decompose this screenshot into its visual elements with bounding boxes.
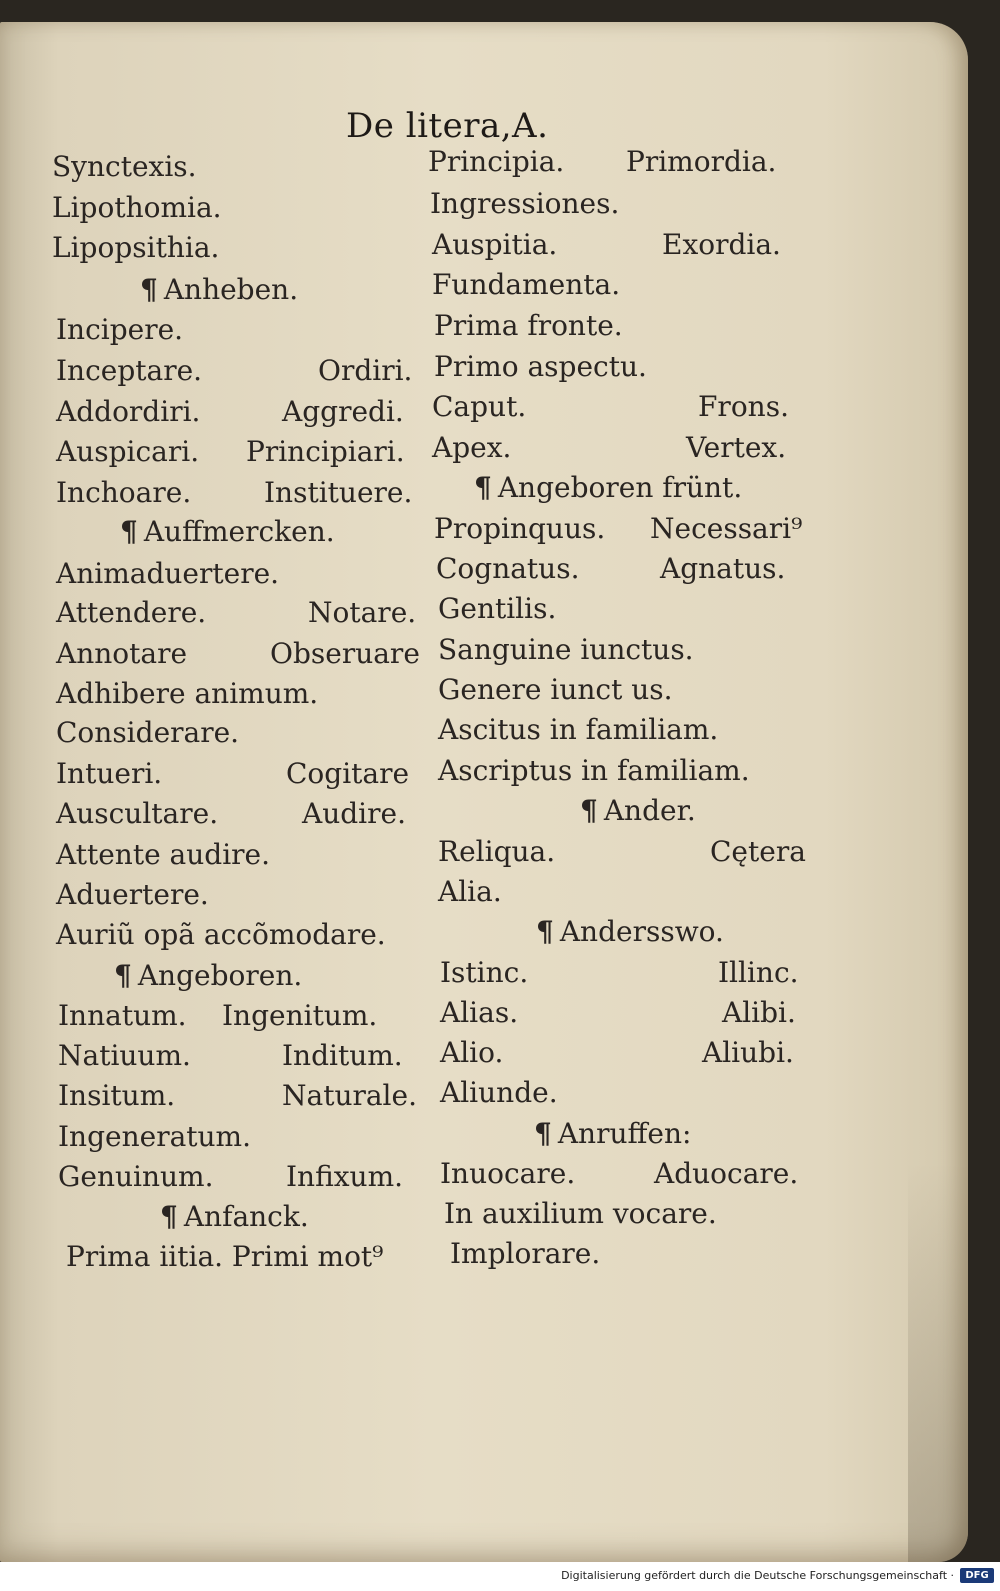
entry-text: Auspitia.: [432, 228, 558, 261]
glossary-entry: [246, 435, 405, 469]
glossary-entry: [654, 1157, 798, 1191]
entry-text: Istinc.: [440, 956, 529, 989]
glossary-entry: [440, 1076, 558, 1110]
glossary-entry: [56, 476, 191, 510]
entry-text: Infixum.: [286, 1160, 404, 1193]
entry-text: Reliqua.: [438, 835, 556, 868]
glossary-entry: [434, 309, 623, 343]
entry-text: Cognatus.: [436, 552, 580, 585]
pilcrow-icon: ¶: [536, 915, 554, 948]
entry-text: Exordia.: [662, 228, 781, 261]
glossary-entry: [722, 996, 796, 1030]
entry-text: Ordiri.: [318, 354, 413, 387]
glossary-entry: [432, 390, 526, 424]
entry-text: Anfanck.: [183, 1200, 309, 1233]
glossary-entry: [650, 512, 802, 546]
entry-text: Ingeneratum.: [58, 1120, 252, 1153]
glossary-entry: [222, 999, 377, 1033]
entry-text: Ascitus in familiam.: [438, 713, 719, 746]
glossary-entry: [438, 592, 556, 626]
glossary-entry: [56, 354, 202, 388]
dfg-logo: DFG: [960, 1568, 994, 1583]
entry-text: Inceptare.: [56, 354, 203, 387]
glossary-entry: [56, 757, 162, 791]
entry-text: Attente audire.: [56, 838, 271, 871]
entry-text: Auspicari.: [56, 435, 200, 468]
entry-text: Adhibere animum.: [56, 677, 319, 710]
glossary-entry: [56, 716, 239, 750]
glossary-entry: [440, 956, 528, 990]
footer-credit: Digitalisierung gefördert durch die Deutsche Forschungsgemeinschaft ·: [561, 1569, 954, 1582]
glossary-entry: [58, 1160, 213, 1194]
glossary-entry: [440, 1036, 503, 1070]
entry-text: Intueri.: [56, 757, 163, 790]
entry-text: Aliubi.: [702, 1036, 794, 1069]
glossary-entry: [52, 231, 219, 265]
entry-text: Alibi.: [722, 996, 796, 1029]
glossary-entry: [450, 1237, 600, 1271]
pilcrow-icon: ¶: [120, 515, 138, 548]
pilcrow-icon: ¶: [114, 959, 132, 992]
entry-text: Inuocare.: [440, 1157, 576, 1190]
entry-text: Ander.: [603, 794, 696, 827]
entry-text: Annotare: [56, 637, 188, 670]
glossary-entry: [702, 1036, 794, 1070]
glossary-entry: [56, 596, 206, 630]
glossary-entry: [432, 268, 620, 302]
entry-text: Anruffen:: [557, 1117, 692, 1150]
entry-text: Angeboren.: [137, 959, 303, 992]
entry-text: Inchoare.: [56, 476, 192, 509]
entry-text: Vertex.: [686, 431, 787, 464]
entry-text: Ingenitum.: [222, 999, 378, 1032]
glossary-entry: [58, 1039, 191, 1073]
glossary-entry: [434, 512, 605, 546]
glossary-entry: [56, 797, 218, 831]
glossary-entry: [270, 637, 420, 671]
entry-text: Inditum.: [282, 1039, 403, 1072]
entry-text: Anheben.: [163, 273, 299, 306]
entry-text: Primordia.: [626, 145, 777, 178]
glossary-entry: [58, 1079, 175, 1113]
glossary-entry: [432, 228, 557, 262]
entry-text: Frons.: [698, 390, 789, 423]
entry-text: Insitum.: [58, 1079, 176, 1112]
glossary-entry: [52, 191, 222, 225]
pilcrow-icon: ¶: [140, 273, 158, 306]
glossary-entry: [432, 431, 511, 465]
entry-text: Primo aspectu.: [434, 350, 647, 383]
entry-text: Prima iitia. Primi mot⁹: [66, 1240, 384, 1273]
entry-text: Obseruare: [270, 637, 420, 670]
entry-text: Auscultare.: [56, 797, 219, 830]
glossary-entry: [440, 996, 518, 1030]
entry-text: Implorare.: [450, 1237, 601, 1270]
glossary-entry: [56, 557, 279, 591]
glossary-entry: [698, 390, 789, 424]
entry-text: Angeboren frünt.: [497, 471, 743, 504]
section-heading: [140, 273, 298, 307]
entry-text: Fundamenta.: [432, 268, 621, 301]
entry-text: Synctexis.: [52, 150, 197, 183]
entry-text: Lipopsithia.: [52, 231, 220, 264]
book-page: [0, 22, 968, 1562]
glossary-entry: [662, 228, 781, 262]
glossary-entry: [686, 431, 786, 465]
entry-text: Incipere.: [56, 313, 184, 346]
entry-text: Cętera: [710, 835, 806, 868]
glossary-entry: [438, 633, 694, 667]
glossary-entry: [710, 835, 806, 869]
page-heading: De litera,A.: [346, 106, 549, 146]
glossary-entry: [444, 1197, 717, 1231]
entry-text: Aliunde.: [440, 1076, 558, 1109]
entry-text: Animaduertere.: [56, 557, 280, 590]
glossary-entry: [660, 552, 785, 586]
entry-text: Attendere.: [56, 596, 207, 629]
glossary-entry: [718, 956, 799, 990]
glossary-entry: [66, 1240, 383, 1274]
entry-text: Genere iunct us.: [438, 673, 673, 706]
glossary-entry: [56, 637, 187, 671]
section-heading: [536, 915, 724, 949]
section-heading: [474, 471, 742, 505]
pilcrow-icon: ¶: [580, 794, 598, 827]
entry-text: Alia.: [438, 875, 502, 908]
glossary-entry: [282, 1039, 403, 1073]
entry-text: Addordiri.: [56, 395, 201, 428]
entry-text: Illinc.: [718, 956, 799, 989]
entry-text: Ascriptus in familiam.: [438, 754, 750, 787]
glossary-entry: [52, 150, 197, 184]
glossary-entry: [440, 1157, 575, 1191]
entry-text: Notare.: [308, 596, 417, 629]
glossary-entry: [302, 797, 406, 831]
section-heading: [120, 515, 335, 549]
entry-text: Agnatus.: [660, 552, 786, 585]
glossary-entry: [56, 395, 200, 429]
glossary-entry: [438, 673, 673, 707]
entry-text: Auriũ opã accõmodare.: [56, 918, 386, 951]
glossary-entry: [438, 754, 750, 788]
glossary-entry: [58, 1120, 251, 1154]
glossary-entry: [318, 354, 412, 388]
pilcrow-icon: ¶: [160, 1200, 178, 1233]
entry-text: Alio.: [440, 1036, 504, 1069]
glossary-entry: [282, 1079, 417, 1113]
glossary-entry: [58, 999, 187, 1033]
entry-text: Genuinum.: [58, 1160, 214, 1193]
entry-text: Principiari.: [246, 435, 405, 468]
pilcrow-icon: ¶: [474, 471, 492, 504]
glossary-entry: [264, 476, 412, 510]
entry-text: Lipothomia.: [52, 191, 222, 224]
glossary-entry: [286, 757, 409, 791]
entry-text: Necessari⁹: [650, 512, 803, 545]
glossary-entry: [56, 435, 199, 469]
entry-text: Prima fronte.: [434, 309, 623, 342]
entry-text: Gentilis.: [438, 592, 557, 625]
entry-text: Alias.: [440, 996, 519, 1029]
entry-text: Auffmercken.: [143, 515, 335, 548]
section-heading: [580, 794, 696, 828]
entry-text: Apex.: [432, 431, 512, 464]
entry-text: Andersswo.: [559, 915, 724, 948]
glossary-entry: [438, 835, 555, 869]
glossary-entry: [626, 145, 776, 179]
entry-text: Ingressiones.: [430, 187, 620, 220]
glossary-entry: [56, 677, 318, 711]
entry-text: Naturale.: [282, 1079, 417, 1112]
glossary-entry: [438, 875, 502, 909]
entry-text: Caput.: [432, 390, 527, 423]
entry-text: Audire.: [302, 797, 406, 830]
pilcrow-icon: ¶: [534, 1117, 552, 1150]
glossary-entry: [282, 395, 404, 429]
entry-text: In auxilium vocare.: [444, 1197, 717, 1230]
digitization-footer: [0, 1562, 1000, 1591]
glossary-entry: [56, 838, 270, 872]
glossary-entry: [56, 878, 209, 912]
glossary-entry: [434, 350, 647, 384]
entry-text: Aggredi.: [282, 395, 404, 428]
entry-text: Aduertere.: [56, 878, 209, 911]
glossary-entry: [56, 918, 386, 952]
entry-text: Sanguine iunctus.: [438, 633, 694, 666]
section-heading: [160, 1200, 309, 1234]
glossary-entry: [308, 596, 416, 630]
glossary-entry: [56, 313, 183, 347]
entry-text: Aduocare.: [654, 1157, 799, 1190]
entry-text: Innatum.: [58, 999, 187, 1032]
entry-text: Principia.: [428, 145, 565, 178]
section-heading: [114, 959, 302, 993]
glossary-entry: [286, 1160, 403, 1194]
glossary-entry: [436, 552, 580, 586]
entry-text: Propinquus.: [434, 512, 606, 545]
glossary-entry: [428, 145, 564, 179]
entry-text: Considerare.: [56, 716, 240, 749]
glossary-entry: [430, 187, 619, 221]
glossary-entry: [438, 713, 718, 747]
entry-text: Natiuum.: [58, 1039, 191, 1072]
entry-text: Instituere.: [264, 476, 413, 509]
section-heading: [534, 1117, 691, 1151]
entry-text: Cogitare: [286, 757, 410, 790]
